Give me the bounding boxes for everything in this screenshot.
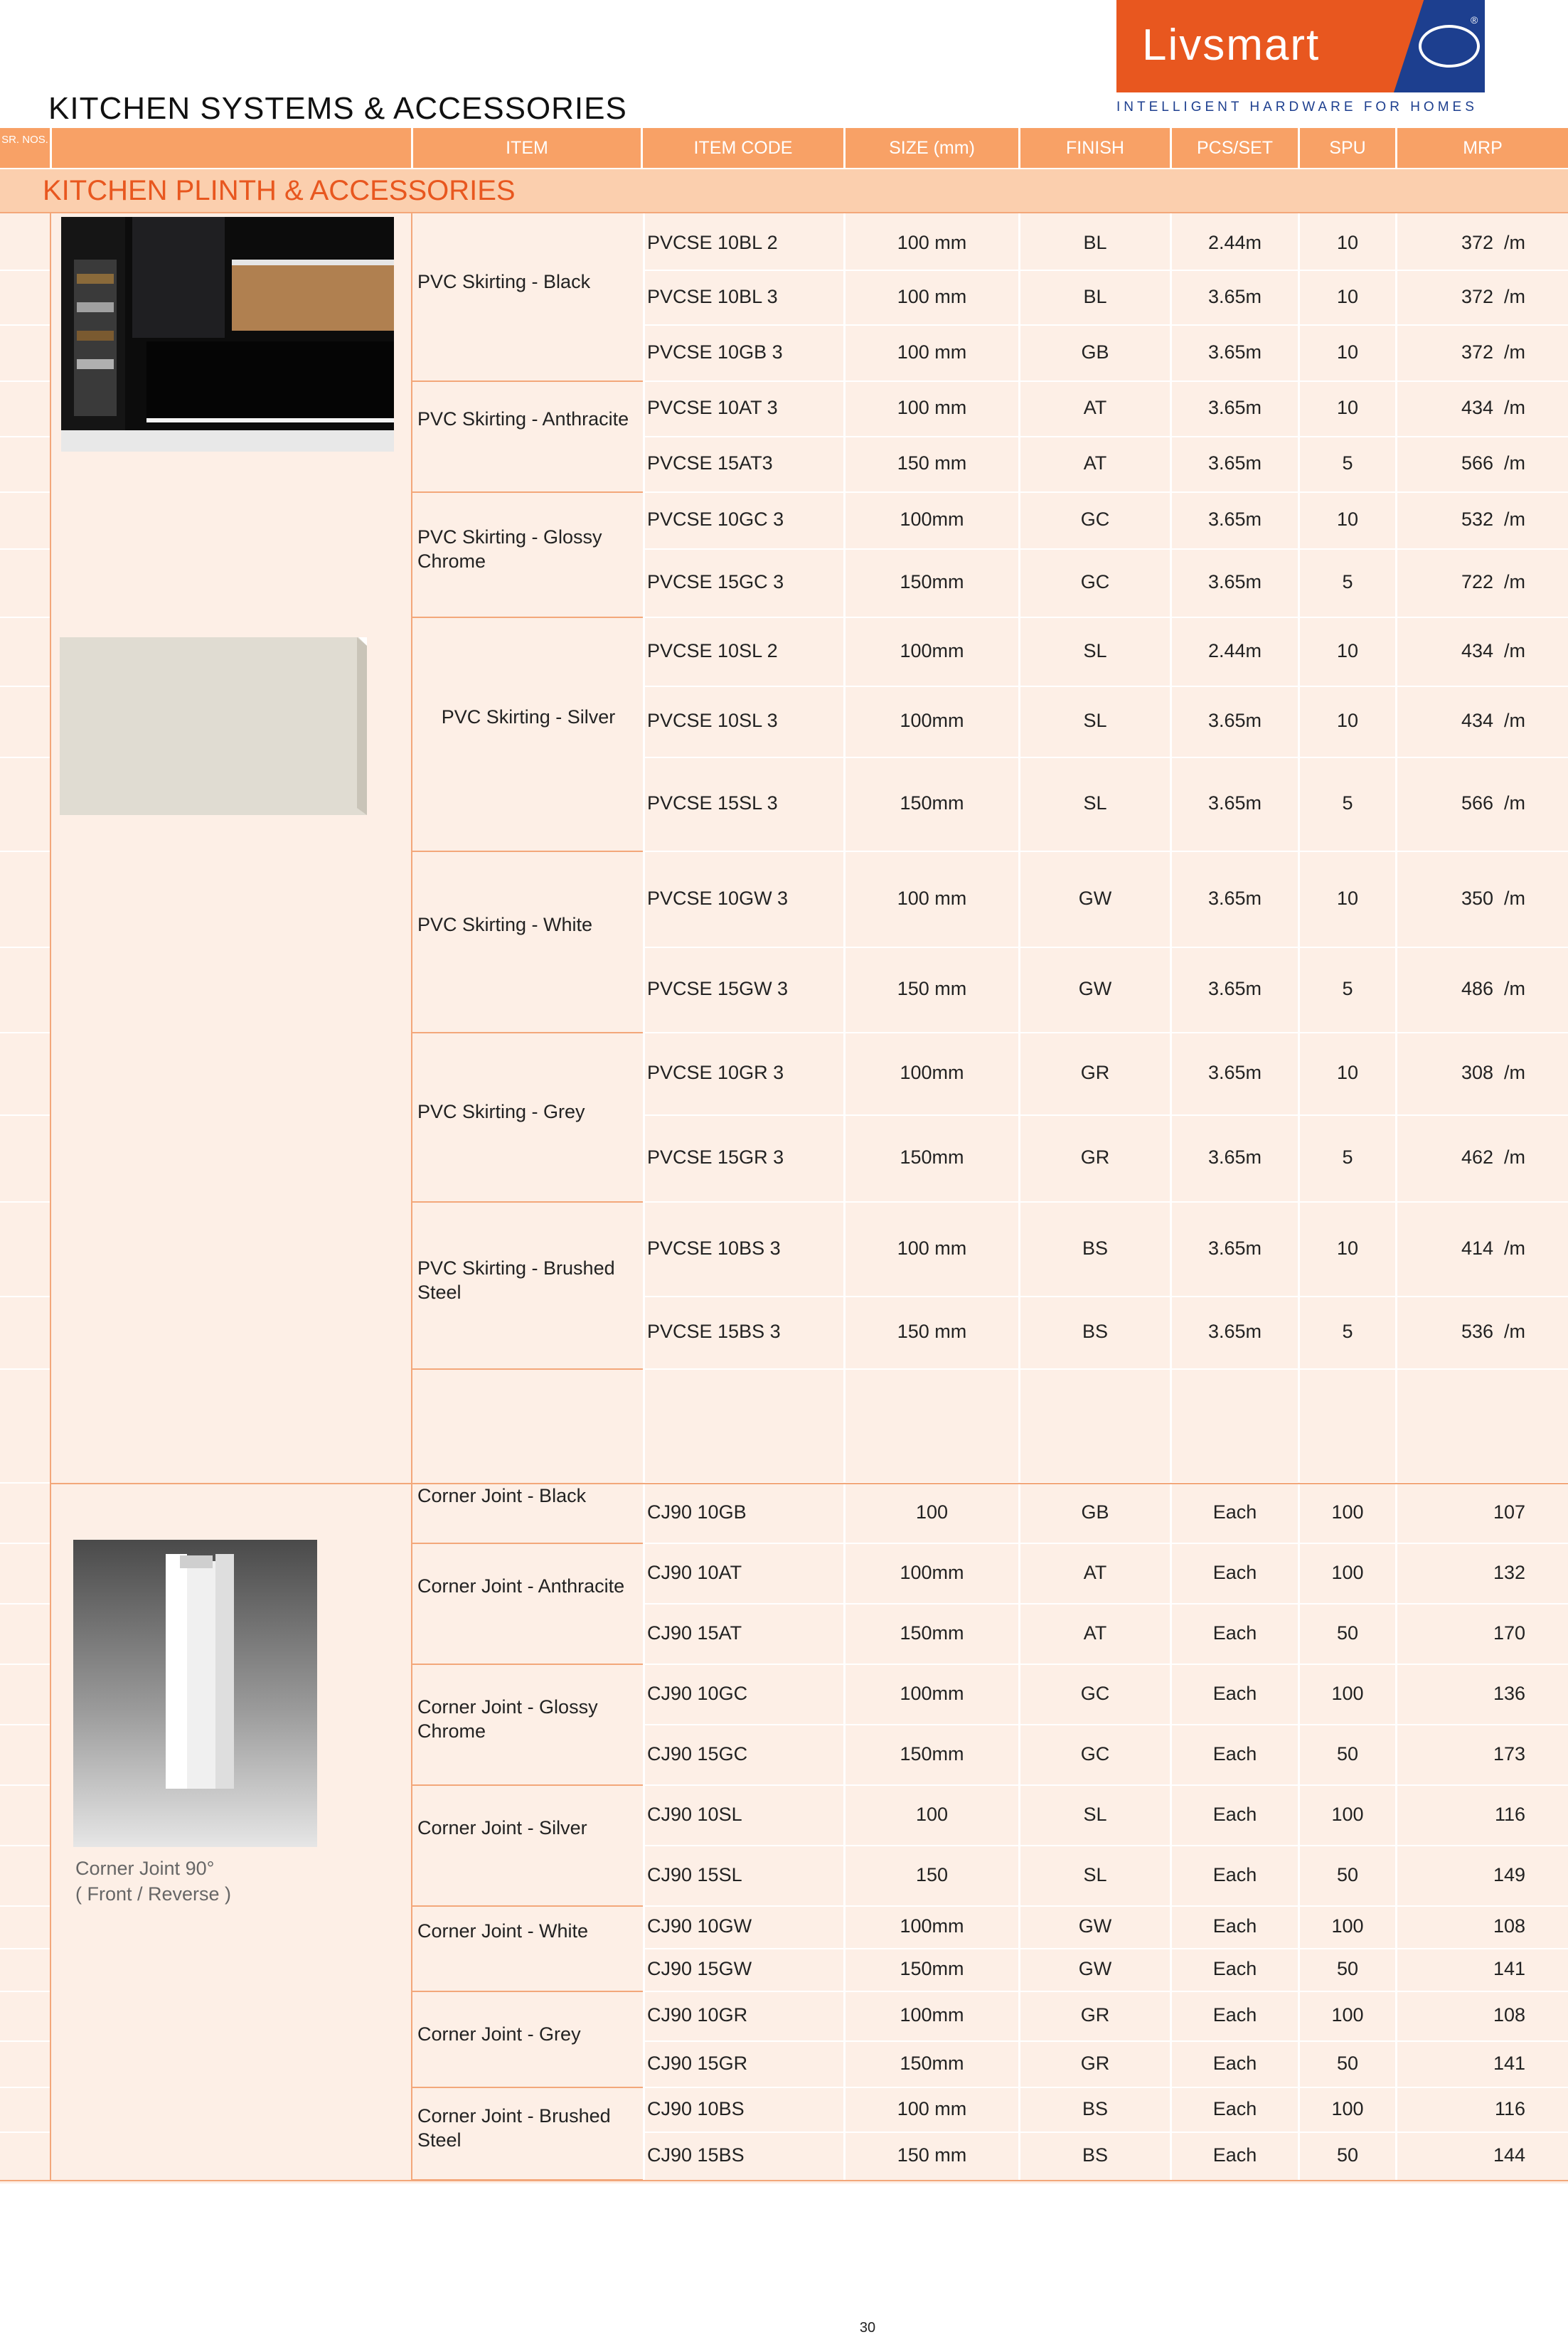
cell-spu: 100	[1331, 1804, 1364, 1825]
corner-caption-line-1: Corner Joint 90°	[75, 1858, 215, 1879]
cell-pcs: 3.65m	[1207, 1321, 1262, 1342]
cell-mrp: 141	[1493, 1958, 1525, 1979]
cell-pcs: Each	[1212, 1743, 1257, 1765]
cell-size: 100 mm	[897, 286, 967, 307]
cell-mrp: 116	[1494, 2098, 1525, 2119]
cell-finish: BL	[1083, 286, 1107, 307]
cell-code: PVCSE 10BS 3	[647, 1238, 781, 1259]
cell-finish: GR	[1080, 2053, 1110, 2074]
cell-finish: BS	[1082, 1238, 1109, 1259]
cell-code: PVCSE 10BL 2	[647, 232, 778, 253]
cell-pcs: Each	[1212, 1915, 1257, 1937]
cell-pcs: 3.65m	[1207, 710, 1262, 731]
cell-mrp: 414 /m	[1461, 1238, 1525, 1259]
cell-code: PVCSE 10GC 3	[647, 509, 784, 530]
cell-size: 100mm	[900, 509, 964, 530]
cell-code: PVCSE 15BS 3	[647, 1321, 781, 1342]
cell-finish: BL	[1083, 232, 1107, 253]
cell-size: 100 mm	[897, 341, 967, 363]
cell-spu: 50	[1336, 1743, 1359, 1765]
cell-pcs: 3.65m	[1207, 286, 1262, 307]
table-row	[0, 1906, 1568, 1949]
cell-mrp: 566 /m	[1461, 792, 1525, 814]
table-row	[0, 1991, 1568, 2041]
cell-mrp: 107	[1493, 1501, 1525, 1523]
cell-code: PVCSE 10BL 3	[647, 286, 778, 307]
table-row	[0, 1483, 1568, 1543]
cell-finish: GW	[1078, 978, 1112, 999]
cell-finish: AT	[1083, 397, 1107, 418]
cell-pcs: 3.65m	[1207, 1146, 1262, 1168]
cell-pcs: 3.65m	[1207, 1062, 1262, 1083]
cell-mrp: 173	[1493, 1743, 1525, 1765]
cell-mrp: 116	[1494, 1804, 1525, 1825]
cell-finish: GW	[1078, 1958, 1112, 1979]
table-row	[0, 1033, 1568, 1115]
cell-code: PVCSE 15SL 3	[647, 792, 778, 814]
cell-spu: 10	[1336, 710, 1359, 731]
cell-size: 150mm	[900, 2053, 964, 2074]
col-pcs: PCS/SET	[1172, 128, 1298, 168]
cell-size: 100 mm	[897, 888, 967, 909]
brand-logo	[1116, 0, 1485, 92]
cell-pcs: Each	[1212, 1804, 1257, 1825]
cell-pcs: Each	[1212, 2053, 1257, 2074]
cell-mrp: 308 /m	[1461, 1062, 1525, 1083]
cell-pcs: 3.65m	[1207, 452, 1262, 474]
corner-caption-line-2: ( Front / Reverse )	[75, 1883, 232, 1905]
cell-spu: 50	[1336, 2053, 1359, 2074]
cell-size: 100mm	[900, 2004, 964, 2026]
cell-mrp: 372 /m	[1461, 232, 1525, 253]
cell-size: 150mm	[900, 1743, 964, 1765]
cell-spu: 5	[1342, 571, 1353, 592]
cell-mrp: 350 /m	[1461, 888, 1525, 909]
col-mrp: MRP	[1397, 128, 1568, 168]
cell-code: CJ90 15SL	[647, 1864, 742, 1885]
kitchen-photo	[61, 217, 394, 452]
cell-spu: 100	[1331, 1501, 1364, 1523]
cell-code: CJ90 10GW	[647, 1915, 752, 1937]
cell-pcs: 3.65m	[1207, 571, 1262, 592]
table-row	[0, 2041, 1568, 2087]
cell-mrp: 372 /m	[1461, 286, 1525, 307]
cell-mrp: 434 /m	[1461, 640, 1525, 661]
item-label: Corner Joint - Brushed Steel	[417, 2105, 611, 2151]
section-title: KITCHEN PLINTH & ACCESSORIES	[43, 175, 516, 206]
section-band	[0, 169, 1568, 212]
corner-joint-photo	[73, 1540, 317, 1847]
cell-spu: 5	[1342, 452, 1353, 474]
cell-spu: 100	[1331, 1915, 1364, 1937]
cell-mrp: 141	[1493, 2053, 1525, 2074]
table-row	[0, 549, 1568, 617]
cell-code: PVCSE 15GC 3	[647, 571, 784, 592]
cell-mrp: 108	[1493, 1915, 1525, 1937]
table-row	[0, 1369, 1568, 1483]
item-label: PVC Skirting - Grey	[417, 1101, 585, 1122]
col-finish: FINISH	[1020, 128, 1170, 168]
cell-spu: 50	[1336, 1958, 1359, 1979]
cell-spu: 10	[1336, 397, 1359, 418]
cell-mrp: 536 /m	[1461, 1321, 1525, 1342]
col-sr: SR. NOS.	[0, 128, 50, 168]
cell-finish: GW	[1078, 888, 1112, 909]
cell-code: PVCSE 10GW 3	[647, 888, 789, 909]
cell-mrp: 434 /m	[1461, 710, 1525, 731]
brand-tagline: INTELLIGENT HARDWARE FOR HOMES	[1116, 100, 1478, 115]
brand-name: Livsmart	[1142, 21, 1321, 70]
cell-mrp: 722 /m	[1461, 571, 1525, 592]
item-label: PVC Skirting - Silver	[441, 706, 616, 728]
table-row	[0, 947, 1568, 1033]
cell-spu: 10	[1336, 341, 1359, 363]
cell-size: 150mm	[900, 1958, 964, 1979]
cell-pcs: Each	[1212, 1864, 1257, 1885]
cell-pcs: 3.65m	[1207, 1238, 1262, 1259]
cell-code: CJ90 10GC	[647, 1683, 748, 1704]
cell-size: 100mm	[900, 1683, 964, 1704]
cell-pcs: 3.65m	[1207, 978, 1262, 999]
cell-finish: GW	[1078, 1915, 1112, 1937]
cell-pcs: Each	[1212, 1501, 1257, 1523]
cell-code: CJ90 15GW	[647, 1958, 752, 1979]
cell-spu: 100	[1331, 1562, 1364, 1583]
cell-size: 150 mm	[897, 1321, 967, 1342]
table-header	[0, 128, 1568, 168]
cell-pcs: 3.65m	[1207, 509, 1262, 530]
cell-spu: 5	[1342, 1321, 1353, 1342]
item-label: PVC Skirting - White	[417, 914, 593, 935]
cell-mrp: 149	[1493, 1864, 1525, 1885]
cell-spu: 10	[1336, 640, 1359, 661]
skirting-board-photo	[60, 637, 367, 815]
item-label: PVC Skirting - Brushed Steel	[417, 1257, 615, 1303]
cell-code: PVCSE 10GB 3	[647, 341, 783, 363]
cell-code: CJ90 15AT	[647, 1622, 742, 1644]
cell-size: 150 mm	[897, 2144, 967, 2166]
cell-pcs: Each	[1212, 2098, 1257, 2119]
cell-size: 100 mm	[897, 2098, 967, 2119]
cell-finish: GB	[1081, 341, 1109, 363]
item-label: Corner Joint - Glossy Chrome	[417, 1696, 598, 1742]
cell-code: PVCSE 15AT3	[647, 452, 773, 474]
cell-pcs: 3.65m	[1207, 341, 1262, 363]
cell-finish: AT	[1083, 452, 1107, 474]
cell-finish: GC	[1080, 571, 1110, 592]
cell-mrp: 486 /m	[1461, 978, 1525, 999]
cell-size: 150mm	[900, 1622, 964, 1644]
cell-size: 100mm	[900, 1062, 964, 1083]
cell-mrp: 434 /m	[1461, 397, 1525, 418]
item-label: PVC Skirting - Glossy Chrome	[417, 526, 602, 572]
table-row	[0, 492, 1568, 549]
cell-mrp: 566 /m	[1461, 452, 1525, 474]
cell-size: 100mm	[900, 710, 964, 731]
cell-code: CJ90 10SL	[647, 1804, 742, 1825]
cell-finish: GC	[1080, 509, 1110, 530]
item-label: PVC Skirting - Anthracite	[417, 408, 629, 430]
orange-divider	[0, 2180, 1568, 2181]
cell-pcs: Each	[1212, 2004, 1257, 2026]
cell-pcs: Each	[1212, 1958, 1257, 1979]
cell-code: PVCSE 10AT 3	[647, 397, 778, 418]
cell-code: CJ90 10BS	[647, 2098, 745, 2119]
cell-size: 150 mm	[897, 452, 967, 474]
cell-spu: 5	[1342, 978, 1353, 999]
cell-code: CJ90 15BS	[647, 2144, 745, 2166]
cell-pcs: 2.44m	[1207, 640, 1262, 661]
item-label: Corner Joint - Silver	[417, 1817, 587, 1838]
cell-spu: 50	[1336, 2144, 1359, 2166]
cell-finish: GR	[1080, 1062, 1110, 1083]
table-row	[0, 1846, 1568, 1906]
cell-finish: GC	[1080, 1683, 1110, 1704]
cell-finish: SL	[1083, 1864, 1107, 1885]
cell-code: CJ90 10GR	[647, 2004, 748, 2026]
table-row	[0, 1202, 1568, 1297]
cell-code: PVCSE 10SL 3	[647, 710, 778, 731]
cell-mrp: 132	[1493, 1562, 1525, 1583]
cell-size: 100 mm	[897, 1238, 967, 1259]
cell-spu: 10	[1336, 888, 1359, 909]
item-label: Corner Joint - Black	[417, 1485, 587, 1506]
cell-mrp: 136	[1493, 1683, 1525, 1704]
cell-finish: GC	[1080, 1743, 1110, 1765]
partner-logo-icon	[1419, 25, 1480, 68]
cell-size: 100mm	[900, 1915, 964, 1937]
cell-finish: SL	[1083, 710, 1107, 731]
item-label: Corner Joint - Grey	[417, 2023, 581, 2045]
page-title: KITCHEN SYSTEMS & ACCESSORIES	[48, 91, 627, 126]
cell-spu: 100	[1331, 2098, 1364, 2119]
item-label: Corner Joint - White	[417, 1920, 589, 1942]
cell-finish: GR	[1080, 1146, 1110, 1168]
cell-finish: SL	[1083, 792, 1107, 814]
cell-spu: 50	[1336, 1622, 1359, 1644]
cell-size: 150 mm	[897, 978, 967, 999]
col-size: SIZE (mm)	[846, 128, 1018, 168]
registered-mark-icon: ®	[1471, 14, 1478, 26]
cell-spu: 50	[1336, 1864, 1359, 1885]
cell-finish: GR	[1080, 2004, 1110, 2026]
cell-mrp: 462 /m	[1461, 1146, 1525, 1168]
cell-pcs: Each	[1212, 1683, 1257, 1704]
cell-size: 150mm	[900, 1146, 964, 1168]
cell-pcs: Each	[1212, 1622, 1257, 1644]
cell-mrp: 108	[1493, 2004, 1525, 2026]
cell-mrp: 170	[1493, 1622, 1525, 1644]
cell-spu: 10	[1336, 1238, 1359, 1259]
cell-size: 100 mm	[897, 232, 967, 253]
cell-pcs: Each	[1212, 1562, 1257, 1583]
cell-size: 100 mm	[897, 397, 967, 418]
cell-finish: GB	[1081, 1501, 1109, 1523]
table-row	[0, 1297, 1568, 1369]
cell-code: CJ90 15GC	[647, 1743, 748, 1765]
cell-finish: SL	[1083, 1804, 1107, 1825]
cell-finish: AT	[1083, 1562, 1107, 1583]
cell-finish: AT	[1083, 1622, 1107, 1644]
cell-spu: 10	[1336, 286, 1359, 307]
cell-pcs: 3.65m	[1207, 888, 1262, 909]
cell-spu: 5	[1342, 792, 1353, 814]
table-row	[0, 1949, 1568, 1991]
cell-spu: 5	[1342, 1146, 1353, 1168]
table-row	[0, 2087, 1568, 2132]
cell-pcs: Each	[1212, 2144, 1257, 2166]
table-row	[0, 1115, 1568, 1202]
cell-finish: SL	[1083, 640, 1107, 661]
cell-finish: BS	[1082, 2144, 1109, 2166]
cell-pcs: 3.65m	[1207, 397, 1262, 418]
item-label: PVC Skirting - Black	[417, 271, 591, 292]
cell-size: 150	[915, 1864, 949, 1885]
col-spu: SPU	[1300, 128, 1395, 168]
cell-spu: 100	[1331, 2004, 1364, 2026]
cell-pcs: 2.44m	[1207, 232, 1262, 253]
cell-finish: BS	[1082, 1321, 1109, 1342]
table-row	[0, 851, 1568, 947]
cell-code: CJ90 10GB	[647, 1501, 747, 1523]
cell-code: PVCSE 15GW 3	[647, 978, 789, 999]
cell-code: CJ90 10AT	[647, 1562, 742, 1583]
cell-size: 150mm	[900, 571, 964, 592]
cell-spu: 100	[1331, 1683, 1364, 1704]
cell-mrp: 144	[1493, 2144, 1525, 2166]
cell-size: 100	[915, 1804, 949, 1825]
cell-size: 150mm	[900, 792, 964, 814]
col-item: ITEM	[413, 128, 641, 168]
cell-spu: 10	[1336, 509, 1359, 530]
table-row	[0, 2132, 1568, 2180]
cell-mrp: 532 /m	[1461, 509, 1525, 530]
cell-code: CJ90 15GR	[647, 2053, 748, 2074]
col-image	[52, 128, 411, 168]
cell-size: 100mm	[900, 640, 964, 661]
page-number: 30	[859, 2320, 876, 2336]
cell-code: PVCSE 10GR 3	[647, 1062, 784, 1083]
cell-spu: 10	[1336, 1062, 1359, 1083]
cell-size: 100	[915, 1501, 949, 1523]
orange-divider	[0, 212, 1568, 213]
cell-pcs: 3.65m	[1207, 792, 1262, 814]
cell-finish: BS	[1082, 2098, 1109, 2119]
cell-mrp: 372 /m	[1461, 341, 1525, 363]
col-code: ITEM CODE	[643, 128, 843, 168]
cell-code: PVCSE 15GR 3	[647, 1146, 784, 1168]
cell-size: 100mm	[900, 1562, 964, 1583]
item-label: Corner Joint - Anthracite	[417, 1575, 625, 1597]
cell-spu: 10	[1336, 232, 1359, 253]
cell-code: PVCSE 10SL 2	[647, 640, 778, 661]
